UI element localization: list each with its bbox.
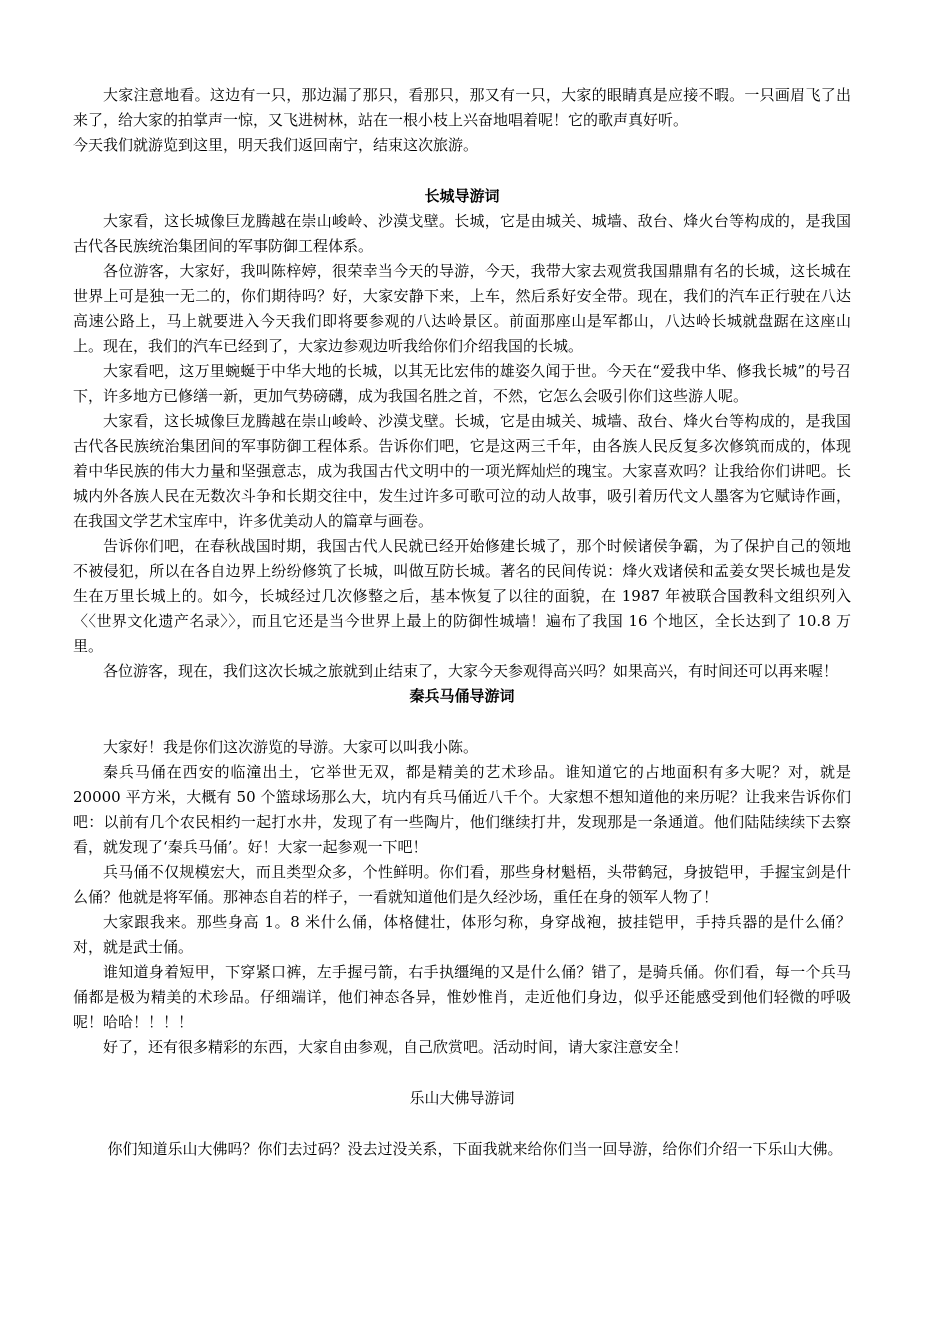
great-wall-paragraph: 大家看，这长城像巨龙腾越在崇山峻岭、沙漠戈壁。长城，它是由城关、城墙、敌台、烽火台等构成的，是我国古代各民族统治集团间的军事防御工程体系。告诉你们吧，它是这两三千年，由各族人民反复多次修筑而成的，体现着中华民族的伟大力量和坚强意志，成为我国古代文明中的一项光辉灿烂的瑰宝。大家喜欢吗？让我给你们讲吧。长城内外各族人民在无数次斗争和长期交往中，发生过许多可歌可泣的动人故事，吸引着历代文人墨客为它赋诗作画，在我国文学艺术宝库中，许多优美动人的篇章与画卷。 [73, 412, 851, 530]
document-page [73, 83, 851, 1162]
terracotta-paragraph: 好了，还有很多精彩的东西，大家自由参观，自己欣赏吧。活动时间，请大家注意安全！ [103, 1038, 689, 1056]
great-wall-paragraph: 大家看吧，这万里蜿蜒于中华大地的长城，以其无比宏伟的雄姿久闻于世。今天在“爱我中华、修我长城”的号召下，许多地方已修缮一新，更加气势磅礴，成为我国名胜之首，不然，它怎么会吸引你们这些游人呢。 [73, 362, 851, 405]
terracotta-paragraph: 大家好！我是你们这次游览的导游。大家可以叫我小陈。 [103, 738, 479, 756]
section-spacer [73, 1111, 851, 1137]
great-wall-title: 长城导游词 [424, 187, 500, 205]
terracotta-paragraph: 兵马俑不仅规模宏大，而且类型众多，个性鲜明。你们看，那些身材魁梧，头带鹤冠，身披铠甲，手握宝剑是什么俑？他就是将军俑。那神态自若的样子，一看就知道他们是久经沙场，重任在身的领军人物了！ [73, 863, 851, 906]
great-wall-paragraph: 各位游客，现在，我们这次长城之旅就到止结束了，大家今天参观得高兴吗？如果高兴，有时间还可以再来喔！ [103, 662, 839, 680]
terracotta-title: 秦兵马俑导游词 [409, 687, 515, 705]
leshan-paragraph: 你们知道乐山大佛吗？你们去过码？没去过没关系，下面我就来给你们当一回导游，给你们介绍一下乐山大佛。 [107, 1140, 843, 1158]
section-spacer [73, 709, 851, 735]
terracotta-paragraph: 谁知道身着短甲，下穿紧口裤，左手握弓箭，右手执缰绳的又是什么俑？错了，是骑兵俑。你们看，每一个兵马俑都是极为精美的术珍品。仔细端详，他们神态各异，惟妙惟肖，走近他们身边，似乎还能感受到他们轻微的呼吸呢！哈哈！！！！ [73, 963, 851, 1031]
terracotta-paragraph: 大家跟我来。那些身高 1。8 米什么俑，体格健壮，体形匀称，身穿战袍，披挂铠甲，手持兵器的是什么俑？对，就是武士俑。 [73, 913, 851, 956]
great-wall-paragraph: 大家看，这长城像巨龙腾越在崇山峻岭、沙漠戈壁。长城，它是由城关、城墙、敌台、烽火台等构成的，是我国古代各民族统治集团间的军事防御工程体系。 [73, 212, 851, 255]
intro-paragraph: 大家注意地看。这边有一只，那边漏了那只，看那只，那又有一只，大家的眼睛真是应接不暇。一只画眉飞了出来了，给大家的拍掌声一惊，又飞进树林，站在一根小枝上兴奋地唱着呢！它的歌声真好听。 [73, 86, 851, 129]
great-wall-paragraph: 告诉你们吧，在春秋战国时期，我国古代人民就已经开始修建长城了，那个时候诸侯争霸，为了保护自己的领地不被侵犯，所以在各自边界上纷纷修筑了长城，叫做互防长城。著名的民间传说：烽火戏诸侯和孟姜女哭长城也是发生在万里长城上的。如今，长城经过几次修整之后，基本恢复了以往的面貌，在 1987 年被联合国教科文组织列入〈〈世界文化遗产名录〉〉，而且它还是当今世界上最上的防御性城墙！遍布了我国 16 个地区，全长达到了 10.8 万里。 [73, 537, 851, 655]
terracotta-paragraph: 秦兵马俑在西安的临潼出土，它举世无双，都是精美的艺术珍品。谁知道它的占地面积有多大呢？对，就是 20000 平方米，大概有 50 个篮球场那么大，坑内有兵马俑近八千个。大家想不想知道他的来历呢？让我来告诉你们吧：以前有几个农民相约一起打水井，发现了有一些陶片，他们继续打井，发现那是一条通道。他们陆陆续续下去察看，就发现了‘秦兵马俑’。好！大家一起参观一下吧！ [73, 763, 851, 856]
intro-closing-paragraph: 今天我们就游览到这里，明天我们返回南宁，结束这次旅游。 [73, 136, 479, 154]
section-spacer [73, 158, 851, 184]
leshan-title: 乐山大佛导游词 [409, 1089, 515, 1107]
section-spacer [73, 1060, 851, 1086]
great-wall-paragraph: 各位游客，大家好，我叫陈梓婷，很荣幸当今天的导游，今天，我带大家去观赏我国鼎鼎有名的长城，这长城在世界上可是独一无二的，你们期待吗？好，大家安静下来，上车，然后系好安全带。现在，我们的汽车正行驶在八达高速公路上，马上就要进入今天我们即将要参观的八达岭景区。前面那座山是军都山，八达岭长城就盘踞在这座山上。现在，我们的汽车已经到了，大家边参观边听我给你们介绍我国的长城。 [73, 262, 851, 355]
